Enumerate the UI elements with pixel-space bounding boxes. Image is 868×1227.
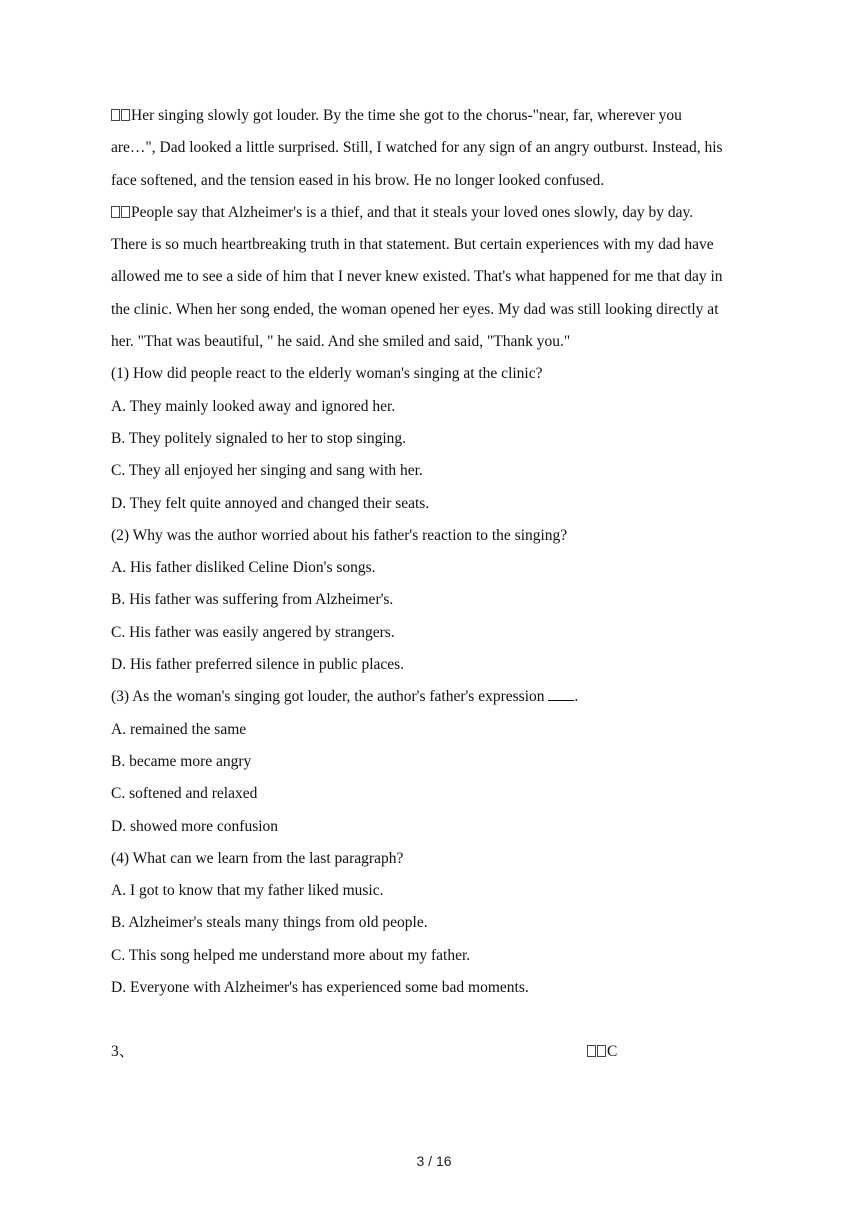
text-line: allowed me to see a side of him that I never knew existed. That's what happened for me that day in bbox=[111, 268, 723, 286]
passage-paragraph-1 bbox=[111, 100, 761, 197]
text-line bbox=[111, 100, 761, 132]
option-a: A. remained the same bbox=[111, 720, 247, 738]
question-stem: (1) How did people react to the elderly woman's singing at the clinic? bbox=[111, 365, 543, 383]
option-d: D. They felt quite annoyed and changed their seats. bbox=[111, 494, 430, 512]
question-stem bbox=[111, 681, 761, 713]
text-line: There is so much heartbreaking truth in that statement. But certain experiences with my dad have bbox=[111, 236, 714, 254]
question-2 bbox=[111, 520, 761, 681]
option-b: B. His father was suffering from Alzheimer's. bbox=[111, 591, 394, 609]
option-d: D. showed more confusion bbox=[111, 817, 279, 835]
question-stem: (2) Why was the author worried about his father's reaction to the singing? bbox=[111, 526, 568, 544]
text-line bbox=[111, 197, 761, 229]
answer-letter: C bbox=[607, 1043, 618, 1060]
paragraph-text: Her singing slowly got louder. By the time she got to the chorus-"near, far, wherever you bbox=[131, 107, 682, 124]
question-3 bbox=[111, 681, 761, 842]
question-4 bbox=[111, 843, 761, 1004]
option-b: B. Alzheimer's steals many things from old people. bbox=[111, 914, 428, 932]
question-stem-end: . bbox=[574, 688, 579, 706]
text-line: are…", Dad looked a little surprised. Still, I watched for any sign of an angry outburst. Instead, his bbox=[111, 139, 723, 157]
option-b: B. They politely signaled to her to stop singing. bbox=[111, 429, 407, 447]
text-line: face softened, and the tension eased in his brow. He no longer looked confused. bbox=[111, 171, 605, 189]
question-stem-text: (3) As the woman's singing got louder, the author's father's expression bbox=[111, 688, 549, 706]
missing-glyph-box bbox=[597, 1045, 606, 1057]
text-line: the clinic. When her song ended, the woman opened her eyes. My dad was still looking directly at bbox=[111, 300, 719, 318]
option-a: A. They mainly looked away and ignored her. bbox=[111, 397, 396, 415]
answer-blank bbox=[548, 686, 574, 701]
question-stem: (4) What can we learn from the last paragraph? bbox=[111, 849, 404, 867]
option-d: D. His father preferred silence in public places. bbox=[111, 656, 405, 674]
answer-number: 3、 bbox=[111, 1043, 135, 1060]
paragraph-text: People say that Alzheimer's is a thief, and that it steals your loved ones slowly, day by day. bbox=[131, 203, 694, 221]
passage-paragraph-2 bbox=[111, 197, 761, 358]
option-a: A. His father disliked Celine Dion's songs. bbox=[111, 559, 376, 577]
missing-glyph-box bbox=[111, 109, 120, 121]
option-c: C. This song helped me understand more about my father. bbox=[111, 946, 471, 964]
question-1 bbox=[111, 358, 761, 519]
text-line: her. "That was beautiful, " he said. And she smiled and said, "Thank you." bbox=[111, 333, 571, 351]
option-c: C. His father was easily angered by strangers. bbox=[111, 623, 395, 641]
page-number: 3 / 16 bbox=[416, 1153, 452, 1169]
missing-glyph-box bbox=[121, 206, 130, 218]
option-c: C. softened and relaxed bbox=[111, 785, 258, 803]
answer-key bbox=[587, 1040, 617, 1064]
option-b: B. became more angry bbox=[111, 752, 252, 770]
page-content bbox=[111, 100, 761, 1004]
missing-glyph-box bbox=[121, 109, 130, 121]
missing-glyph-box bbox=[587, 1045, 596, 1057]
missing-glyph-box bbox=[111, 206, 120, 218]
option-c: C. They all enjoyed her singing and sang with her. bbox=[111, 462, 423, 480]
option-a: A. I got to know that my father liked music. bbox=[111, 882, 384, 900]
option-d: D. Everyone with Alzheimer's has experienced some bad moments. bbox=[111, 979, 529, 997]
